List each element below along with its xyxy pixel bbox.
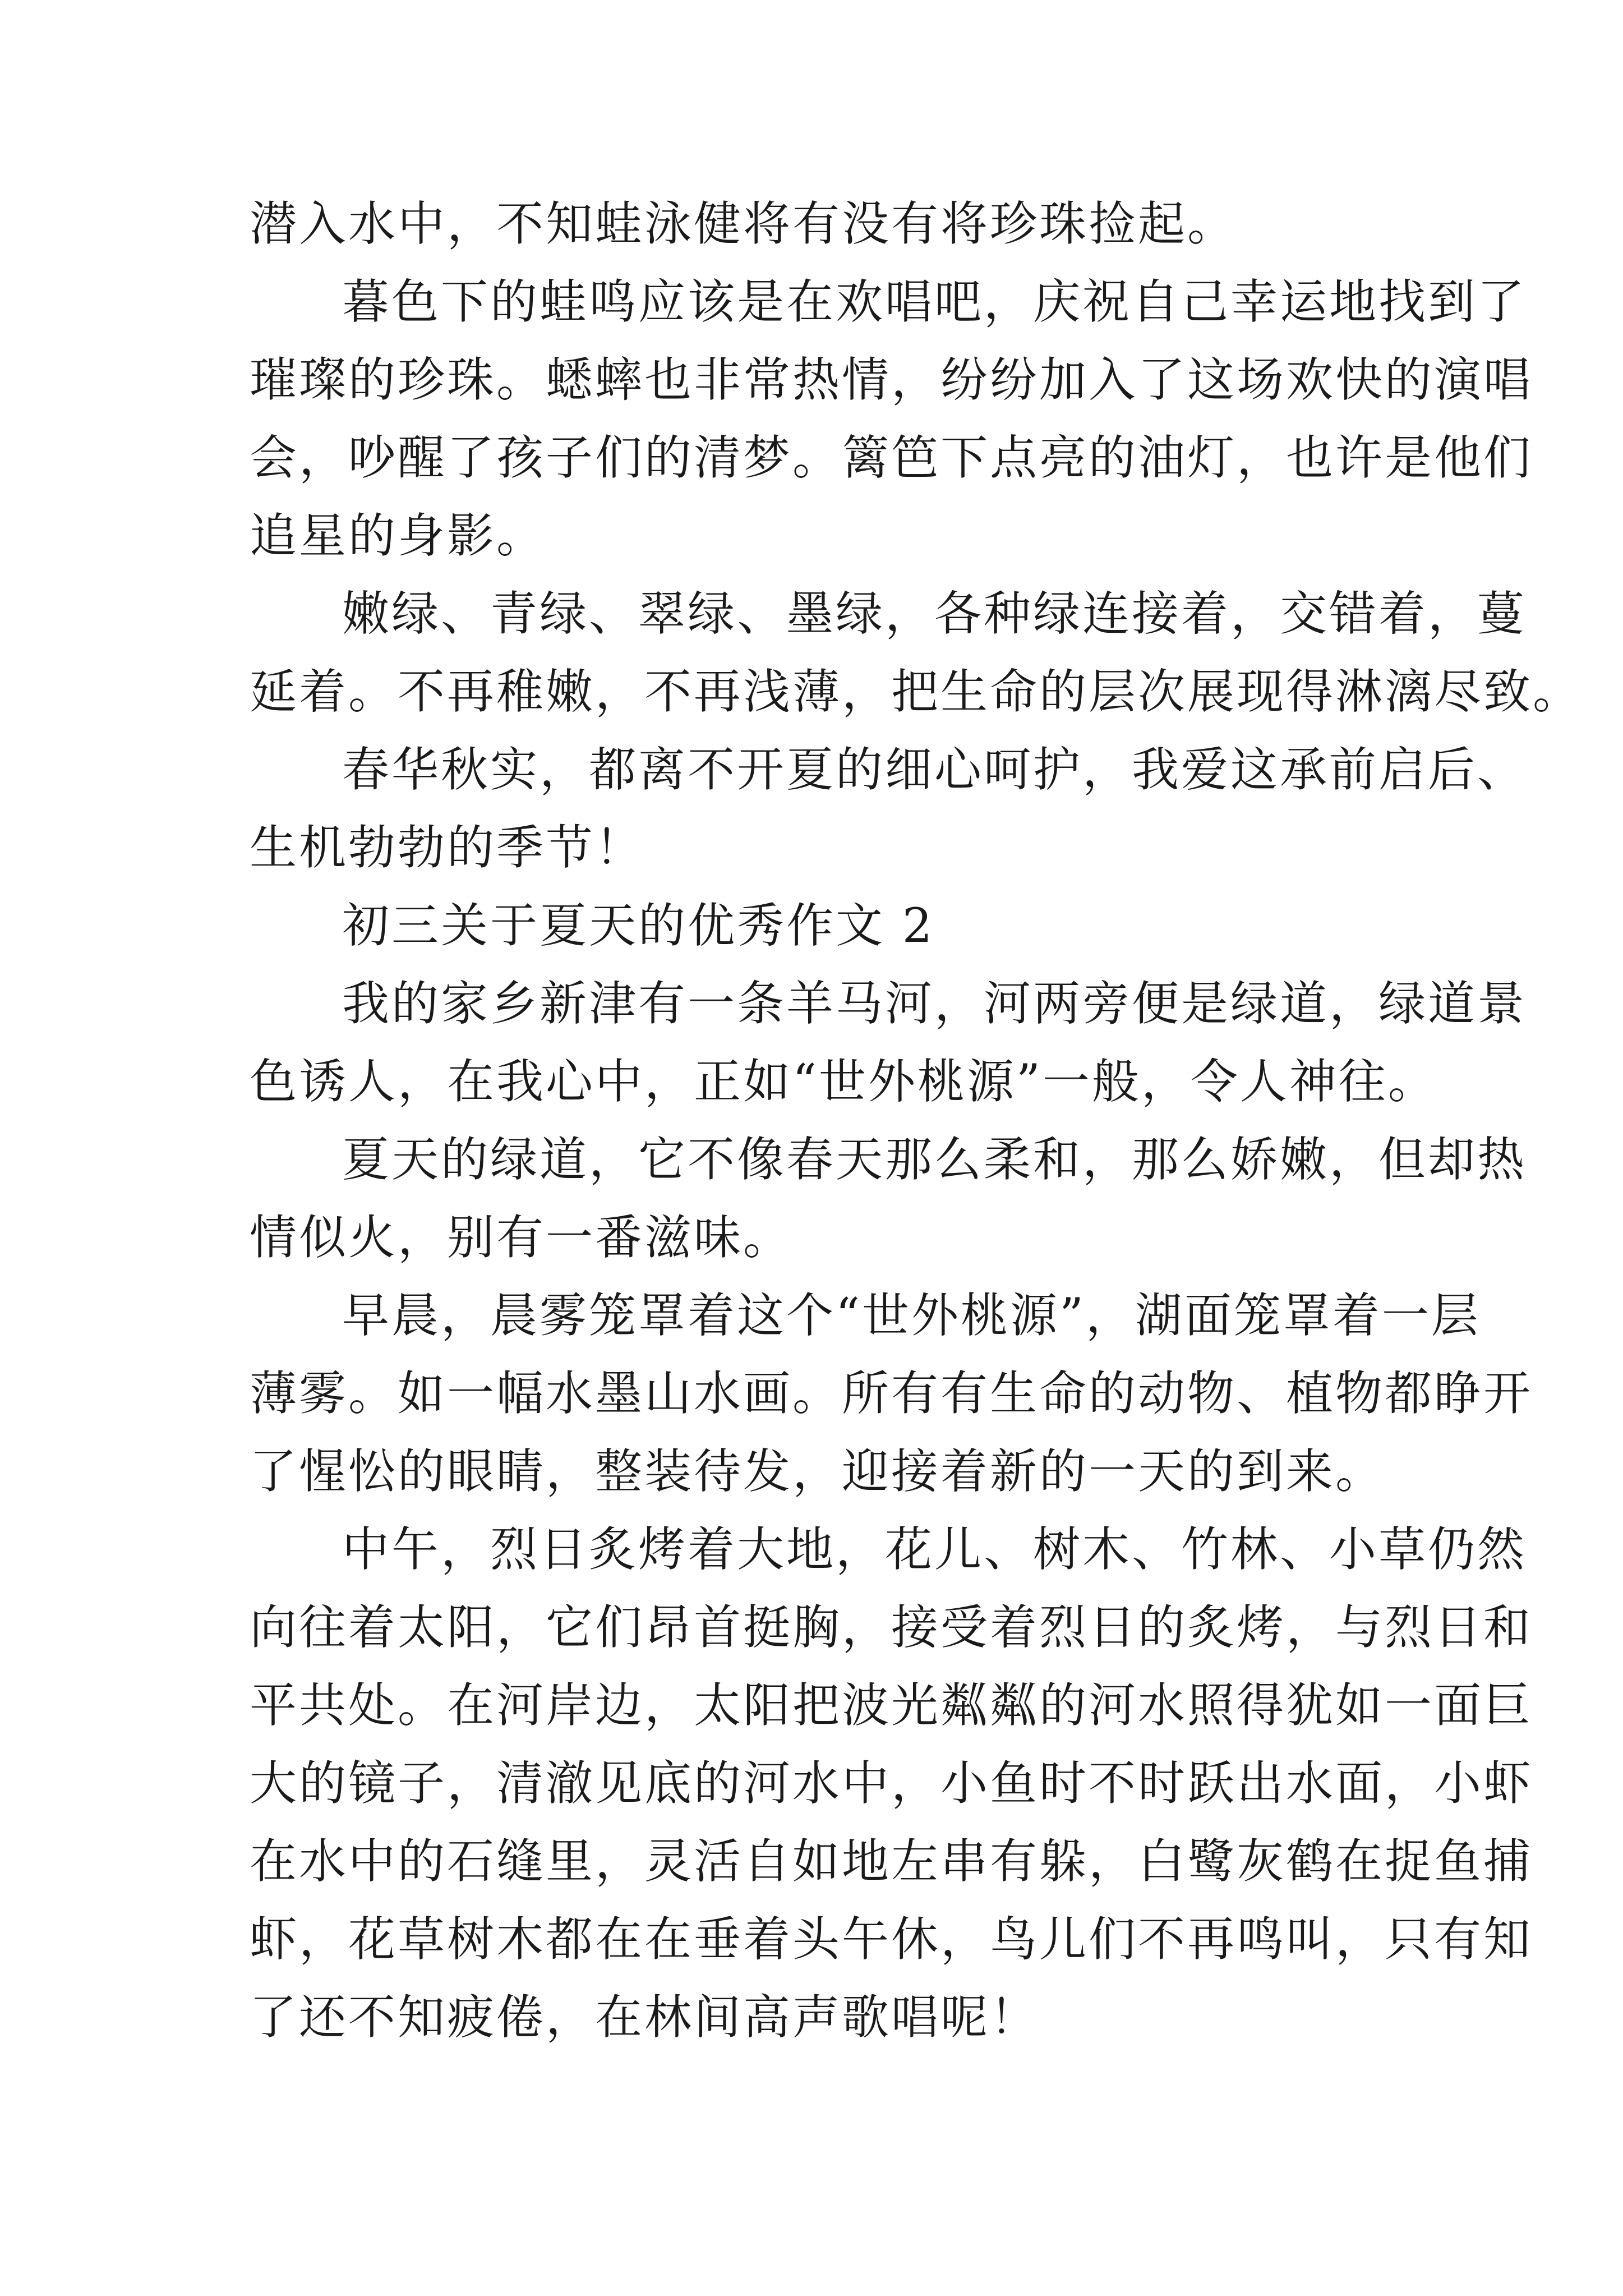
text-line: 追星的身影。 <box>250 508 546 563</box>
text-line: 潜入水中，不知蛙泳健将有没有将珍珠捡起。 <box>250 196 1237 251</box>
text-line: 虾，花草树木都在在垂着头午休，鸟儿们不再鸣叫，只有知 <box>250 1912 1533 1967</box>
section-heading: 初三关于夏天的优秀作文 2 <box>342 898 935 953</box>
text-line: 平共处。在河岸边，太阳把波光粼粼的河水照得犹如一面巨 <box>250 1678 1533 1733</box>
text-line: 向往着太阳，它们昂首挺胸，接受着烈日的炙烤，与烈日和 <box>250 1600 1533 1655</box>
text-line: 春华秋实，都离不开夏的细心呵护，我爱这承前启后、 <box>342 742 1527 797</box>
text-line: 中午，烈日炙烤着大地，花儿、树木、竹林、小草仍然 <box>342 1522 1527 1577</box>
text-line: 情似火，别有一番滋味。 <box>250 1210 793 1265</box>
text-line: 璀璨的珍珠。蟋蟀也非常热情，纷纷加入了这场欢快的演唱 <box>250 352 1533 407</box>
text-line: 生机勃勃的季节！ <box>250 820 645 875</box>
text-line: 嫩绿、青绿、翠绿、墨绿，各种绿连接着，交错着，蔓 <box>342 586 1527 641</box>
text-line: 会，吵醒了孩子们的清梦。篱笆下点亮的油灯，也许是他们 <box>250 430 1533 485</box>
text-line: 我的家乡新津有一条羊马河，河两旁便是绿道，绿道景 <box>342 976 1527 1031</box>
text-line: 薄雾。如一幅水墨山水画。所有有生命的动物、植物都睁开 <box>250 1366 1533 1421</box>
text-line: 了还不知疲倦，在林间高声歌唱呢！ <box>250 1990 1040 2045</box>
text-line: 早晨，晨雾笼罩着这个“世外桃源”，湖面笼罩着一层 <box>342 1288 1481 1343</box>
text-line: 暮色下的蛙鸣应该是在欢唱吧，庆祝自己幸运地找到了 <box>342 274 1527 329</box>
text-line: 了惺忪的眼睛，整装待发，迎接着新的一天的到来。 <box>250 1444 1385 1499</box>
text-line: 夏天的绿道，它不像春天那么柔和，那么娇嫩，但却热 <box>342 1132 1527 1187</box>
text-line: 色诱人，在我心中，正如“世外桃源”一般，令人神往。 <box>250 1054 1437 1109</box>
text-line: 大的镜子，清澈见底的河水中，小鱼时不时跃出水面，小虾 <box>250 1756 1533 1811</box>
essay-body <box>250 185 1583 2056</box>
text-line: 延着。不再稚嫩，不再浅薄，把生命的层次展现得淋漓尽致。 <box>250 664 1583 719</box>
text-line: 在水中的石缝里，灵活自如地左串有躲，白鹭灰鹤在捉鱼捕 <box>250 1834 1533 1889</box>
